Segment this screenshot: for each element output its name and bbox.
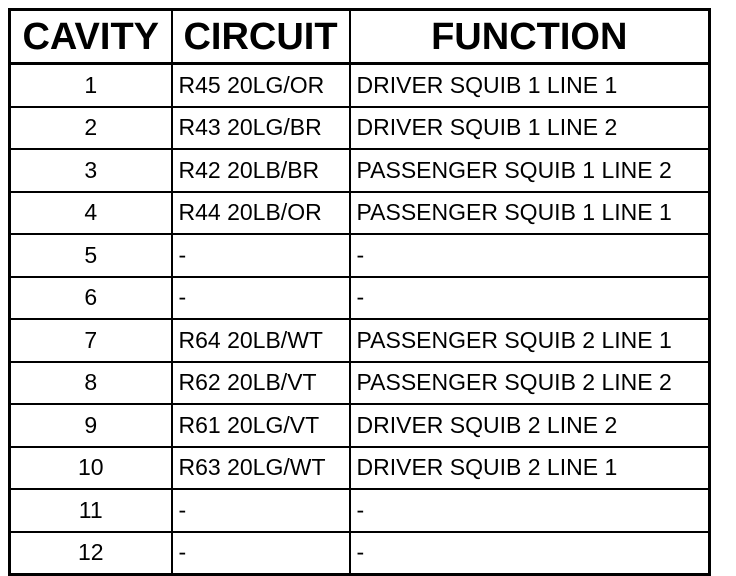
circuit-cell: R42 20LB/BR: [172, 149, 350, 192]
function-cell: PASSENGER SQUIB 1 LINE 1: [350, 192, 710, 235]
function-cell: -: [350, 532, 710, 575]
table-row: [10, 404, 710, 447]
function-cell: -: [350, 489, 710, 532]
circuit-cell: R62 20LB/VT: [172, 362, 350, 405]
cavity-cell: 1: [10, 64, 172, 107]
table-row: [10, 64, 710, 107]
table-row: [10, 319, 710, 362]
function-cell: -: [350, 234, 710, 277]
function-cell: DRIVER SQUIB 2 LINE 2: [350, 404, 710, 447]
connector-pinout-table: [8, 8, 711, 576]
function-cell: DRIVER SQUIB 1 LINE 1: [350, 64, 710, 107]
table-row: [10, 149, 710, 192]
circuit-cell: R63 20LG/WT: [172, 447, 350, 490]
circuit-cell: R43 20LG/BR: [172, 107, 350, 150]
table-row: [10, 277, 710, 320]
function-cell: DRIVER SQUIB 2 LINE 1: [350, 447, 710, 490]
cavity-cell: 12: [10, 532, 172, 575]
circuit-cell: R44 20LB/OR: [172, 192, 350, 235]
cavity-cell: 11: [10, 489, 172, 532]
function-column-header: FUNCTION: [350, 10, 710, 64]
table-row: [10, 234, 710, 277]
circuit-cell: -: [172, 489, 350, 532]
circuit-cell: R61 20LG/VT: [172, 404, 350, 447]
circuit-cell: -: [172, 277, 350, 320]
circuit-cell: -: [172, 532, 350, 575]
function-cell: PASSENGER SQUIB 1 LINE 2: [350, 149, 710, 192]
cavity-cell: 9: [10, 404, 172, 447]
cavity-column-header: CAVITY: [10, 10, 172, 64]
cavity-cell: 7: [10, 319, 172, 362]
circuit-cell: -: [172, 234, 350, 277]
function-cell: PASSENGER SQUIB 2 LINE 2: [350, 362, 710, 405]
cavity-cell: 5: [10, 234, 172, 277]
cavity-cell: 8: [10, 362, 172, 405]
cavity-cell: 10: [10, 447, 172, 490]
circuit-column-header: CIRCUIT: [172, 10, 350, 64]
table-row: [10, 532, 710, 575]
circuit-cell: R45 20LG/OR: [172, 64, 350, 107]
header-row: [10, 10, 710, 64]
cavity-cell: 3: [10, 149, 172, 192]
function-cell: -: [350, 277, 710, 320]
function-cell: DRIVER SQUIB 1 LINE 2: [350, 107, 710, 150]
table-row: [10, 489, 710, 532]
cavity-cell: 4: [10, 192, 172, 235]
table-row: [10, 192, 710, 235]
table-body: [10, 64, 710, 575]
function-cell: PASSENGER SQUIB 2 LINE 1: [350, 319, 710, 362]
cavity-cell: 6: [10, 277, 172, 320]
table-row: [10, 362, 710, 405]
table-row: [10, 447, 710, 490]
table-row: [10, 107, 710, 150]
cavity-cell: 2: [10, 107, 172, 150]
circuit-cell: R64 20LB/WT: [172, 319, 350, 362]
